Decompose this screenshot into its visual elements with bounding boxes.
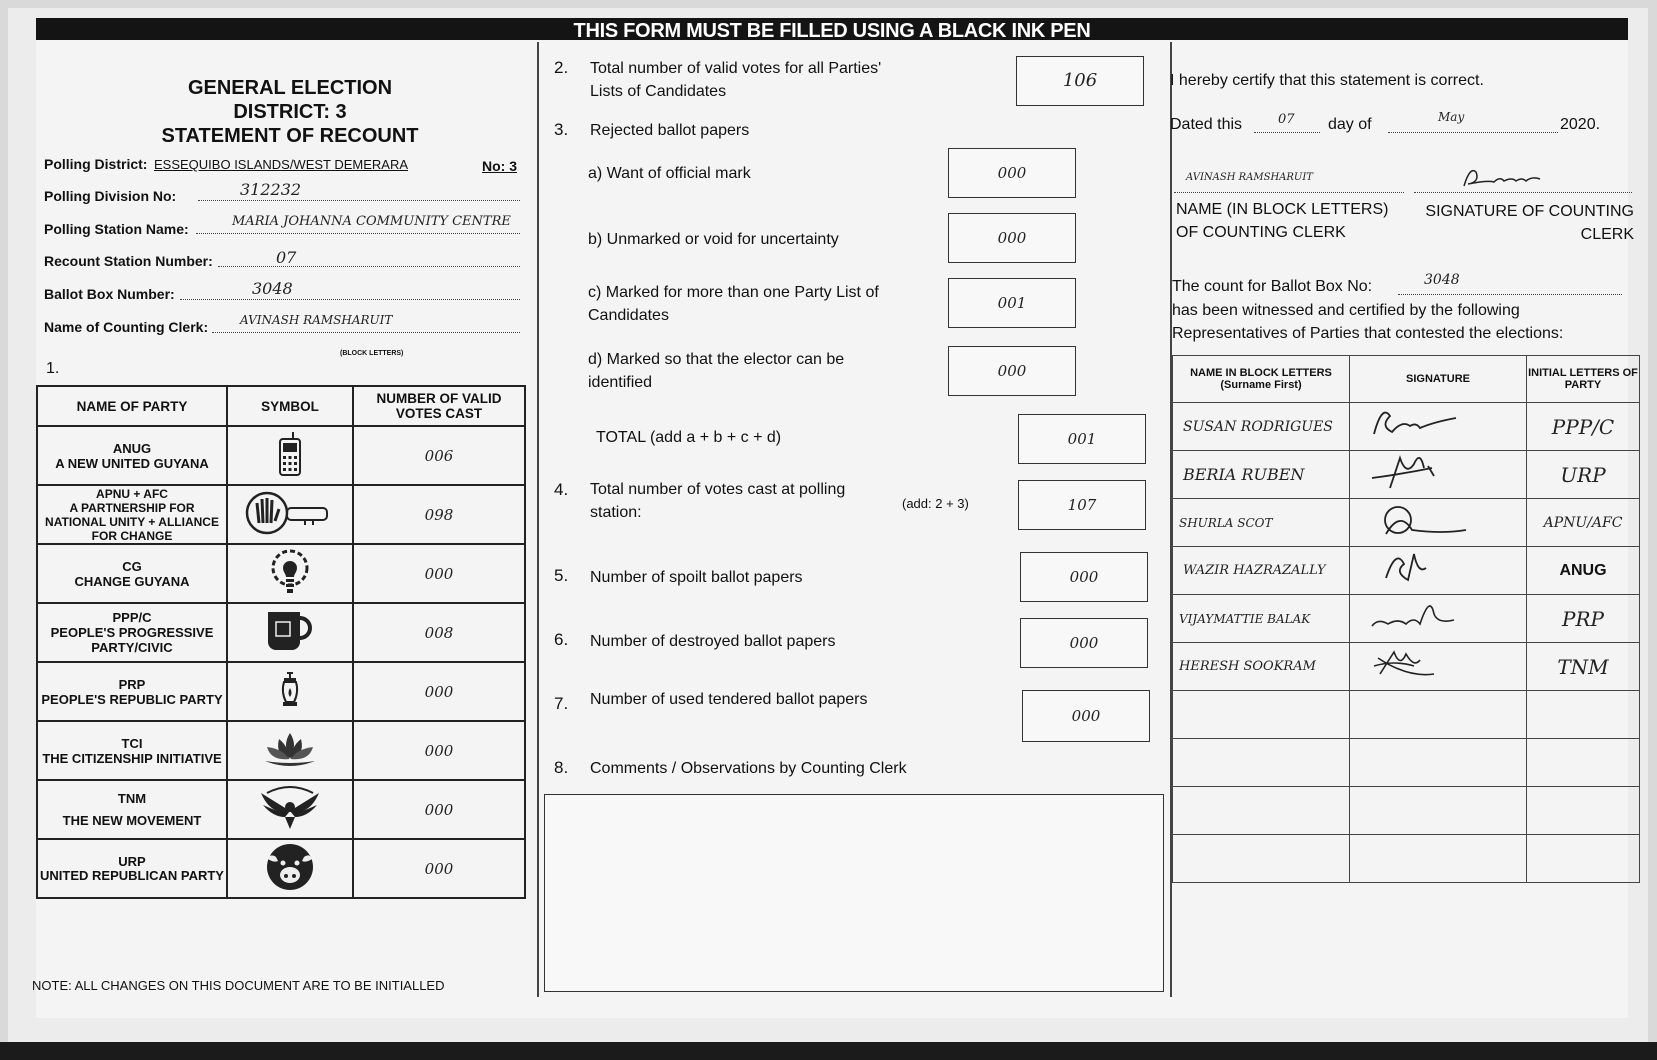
votes-cell: 000 [353, 839, 525, 898]
rep-header-signature: SIGNATURE [1350, 356, 1527, 403]
empty-cell [1527, 835, 1640, 883]
votes-cell: 008 [353, 603, 525, 662]
phone-icon [227, 426, 353, 485]
dotted-line [1254, 132, 1320, 133]
q4-number: 4. [554, 480, 569, 499]
rep-signature [1350, 451, 1527, 499]
votes-cell: 000 [353, 544, 525, 603]
rep-row-empty [1173, 835, 1640, 883]
party-abbr: CG [122, 558, 142, 574]
party-row [37, 662, 525, 721]
q4-text: Total number of votes cast at polling station: [590, 481, 846, 521]
header-symbol: SYMBOL [227, 386, 353, 426]
party-cell [37, 544, 227, 603]
party-row [37, 426, 525, 485]
cup-icon [227, 603, 353, 662]
q2-text: Total number of valid votes for all Parties' Lists of Candidates [590, 60, 882, 100]
ballot-box-value: 3048 [252, 279, 293, 298]
party-row [37, 780, 525, 839]
empty-cell [1350, 691, 1527, 739]
party-name: PEOPLE'S PROGRESSIVE PARTY/CIVIC [50, 625, 214, 655]
party-name: THE CITIZENSHIP INITIATIVE [42, 750, 222, 766]
party-name: CHANGE GUYANA [74, 573, 190, 589]
rep-row [1173, 547, 1640, 595]
rep-party: PPP/C [1527, 403, 1640, 451]
note-text: NOTE: ALL CHANGES ON THIS DOCUMENT ARE TO BE INITIALLED [32, 978, 445, 993]
polling-district-label: Polling District: [44, 156, 148, 172]
rep-party: PRP [1527, 595, 1640, 643]
recount-station-value: 07 [276, 248, 297, 267]
q3c-value: 001 [948, 278, 1076, 328]
title-line: STATEMENT OF RECOUNT [161, 125, 419, 147]
certify-text: I hereby certify that this statement is correct. [1170, 72, 1484, 89]
form-title [60, 76, 520, 148]
witness-text-1: has been witnessed and certified by the following [1172, 302, 1520, 319]
rep-name: SHURLA SCOT [1173, 499, 1350, 547]
party-abbr: PPP/C [112, 610, 152, 625]
q8-text: Comments / Observations by Counting Clerk [590, 760, 907, 777]
rep-signature [1350, 499, 1527, 547]
dotted-line [196, 233, 520, 234]
column-divider [537, 42, 539, 997]
party-cell [37, 603, 227, 662]
q4-add: (add: 2 + 3) [902, 496, 969, 511]
dotted-line [1398, 294, 1622, 295]
lotus-icon [227, 721, 353, 780]
rep-header-party: INITIAL LETTERS OF PARTY [1527, 356, 1640, 403]
party-abbr: TCI [121, 735, 143, 751]
party-cell [37, 426, 227, 485]
title-line: GENERAL ELECTION [187, 77, 393, 99]
total-value: 001 [1018, 414, 1146, 464]
empty-cell [1173, 739, 1350, 787]
polling-district-value: ESSEQUIBO ISLANDS/WEST DEMERARA [154, 157, 409, 172]
rep-party: TNM [1527, 643, 1640, 691]
rep-row [1173, 403, 1640, 451]
empty-cell [1350, 787, 1527, 835]
rep-row [1173, 451, 1640, 499]
rep-row [1173, 499, 1640, 547]
total-text: TOTAL (add a + b + c + d) [596, 429, 782, 446]
rep-name: WAZIR HAZRAZALLY [1173, 547, 1350, 595]
representatives-table [1172, 355, 1640, 883]
dotted-line [198, 200, 520, 201]
dated-year: 2020. [1560, 116, 1601, 133]
party-row [37, 603, 525, 662]
block-letters-note: (BLOCK LETTERS) [340, 350, 404, 357]
hand-key-icon [227, 485, 353, 544]
party-cell [37, 485, 227, 544]
polling-station-label: Polling Station Name: [44, 221, 189, 237]
q5-value: 000 [1020, 552, 1148, 602]
q3d-value: 000 [948, 346, 1076, 396]
clerk-signature [1460, 164, 1560, 199]
q7-value: 000 [1022, 690, 1150, 742]
rep-signature [1350, 643, 1527, 691]
q3b-text: b) Unmarked or void for uncertainty [588, 231, 839, 248]
q5-text: Number of spoilt ballot papers [590, 569, 803, 586]
empty-cell [1173, 787, 1350, 835]
q6-number: 6. [554, 630, 569, 649]
rep-row-empty [1173, 787, 1640, 835]
party-row [37, 485, 525, 544]
party-abbr: TNM [117, 790, 147, 806]
q3a-text: a) Want of official mark [588, 165, 751, 182]
clerk-signature-label: SIGNATURE OF COUNTING CLERK [1425, 203, 1634, 243]
party-row [37, 544, 525, 603]
clerk-value: AVINASH RAMSHARUIT [240, 313, 393, 327]
party-votes-table [36, 385, 526, 899]
dotted-line [212, 332, 520, 333]
party-row [37, 721, 525, 780]
dotted-line [1174, 192, 1404, 193]
q6-value: 000 [1020, 618, 1148, 668]
q6-text: Number of destroyed ballot papers [590, 633, 836, 650]
header-votes: NUMBER OF VALID VOTES CAST [353, 386, 525, 426]
q7-number: 7. [554, 694, 569, 713]
ballot-box-label: Ballot Box Number: [44, 286, 175, 302]
party-abbr: APNU + AFC [96, 486, 168, 501]
party-cell [37, 662, 227, 721]
party-abbr: PRP [118, 676, 146, 692]
clerk-name-handwritten: AVINASH RAMSHARUIT [1186, 172, 1313, 183]
rep-row [1173, 595, 1640, 643]
polling-division-label: Polling Division No: [44, 188, 177, 204]
rep-signature [1350, 403, 1527, 451]
rep-party: ANUG [1527, 547, 1640, 595]
party-name: A NEW UNITED GUYANA [55, 455, 209, 471]
count-label: The count for Ballot Box No: [1172, 278, 1373, 295]
party-name: PEOPLE'S REPUBLIC PARTY [41, 691, 223, 707]
empty-cell [1350, 739, 1527, 787]
header-party-name: NAME OF PARTY [37, 386, 227, 426]
votes-cell: 006 [353, 426, 525, 485]
clerk-label: Name of Counting Clerk: [44, 319, 209, 335]
votes-cell: 098 [353, 485, 525, 544]
empty-cell [1527, 787, 1640, 835]
district-no: No: 3 [482, 158, 517, 174]
witness-text-2: Representatives of Parties that contested the elections: [1172, 325, 1564, 342]
q4-value: 107 [1018, 480, 1146, 530]
q3d-text: d) Marked so that the elector can be identified [588, 351, 845, 391]
votes-cell: 000 [353, 662, 525, 721]
day-of-label: day of [1328, 116, 1372, 133]
q3c-text: c) Marked for more than one Party List of Candidates [588, 284, 879, 324]
rep-party: URP [1527, 451, 1640, 499]
dated-label: Dated this [1170, 116, 1243, 133]
empty-cell [1350, 835, 1527, 883]
title-line: DISTRICT: 3 [233, 101, 347, 123]
dotted-line [218, 266, 520, 267]
comments-box [544, 794, 1164, 992]
party-cell [37, 839, 227, 898]
lightbulb-icon [227, 544, 353, 603]
q2-number: 2. [554, 58, 569, 77]
rep-row-empty [1173, 739, 1640, 787]
rep-header-name: NAME IN BLOCK LETTERS (Surname First) [1173, 356, 1350, 403]
party-cell [37, 780, 227, 839]
party-name: THE NEW MOVEMENT [62, 812, 202, 828]
polling-station-value: MARIA JOHANNA COMMUNITY CENTRE [232, 214, 511, 229]
dated-month: May [1438, 110, 1465, 124]
rep-row-empty [1173, 691, 1640, 739]
votes-cell: 000 [353, 780, 525, 839]
empty-cell [1527, 691, 1640, 739]
q3-number: 3. [554, 120, 569, 139]
scan-edge [0, 1042, 1657, 1060]
rep-name: HERESH SOOKRAM [1173, 643, 1350, 691]
party-abbr: URP [118, 853, 146, 869]
q8-number: 8. [554, 758, 569, 777]
q2-value: 106 [1016, 56, 1144, 106]
q3a-value: 000 [948, 148, 1076, 198]
rep-name: VIJAYMATTIE BALAK [1173, 595, 1350, 643]
dated-day: 07 [1278, 112, 1295, 127]
party-row [37, 839, 525, 898]
cow-icon [227, 839, 353, 898]
dotted-line [1414, 192, 1632, 193]
party-name: A PARTNERSHIP FOR NATIONAL UNITY + ALLIANCE FOR CHANGE [45, 500, 219, 543]
rep-name: SUSAN RODRIGUES [1173, 403, 1350, 451]
party-name: UNITED REPUBLICAN PARTY [40, 867, 224, 883]
q3b-value: 000 [948, 213, 1076, 263]
dotted-line [1388, 132, 1558, 133]
form-banner: THIS FORM MUST BE FILLED USING A BLACK INK PEN [573, 20, 1091, 42]
party-cell [37, 721, 227, 780]
recount-station-label: Recount Station Number: [44, 253, 213, 269]
rep-row [1173, 643, 1640, 691]
section-number: 1. [46, 360, 60, 377]
polling-division-value: 312232 [240, 180, 302, 199]
rep-name: BERIA RUBEN [1173, 451, 1350, 499]
dated-line [1170, 110, 1610, 140]
q3-text: Rejected ballot papers [590, 122, 750, 139]
party-abbr: ANUG [112, 440, 152, 456]
count-value: 3048 [1424, 272, 1460, 288]
empty-cell [1173, 691, 1350, 739]
empty-cell [1173, 835, 1350, 883]
lantern-icon [227, 662, 353, 721]
rep-signature [1350, 547, 1527, 595]
q5-number: 5. [554, 566, 569, 585]
rep-party: APNU/AFC [1527, 499, 1640, 547]
empty-cell [1527, 739, 1640, 787]
clerk-name-label: NAME (IN BLOCK LETTERS) OF COUNTING CLERK [1176, 201, 1389, 241]
votes-cell: 000 [353, 721, 525, 780]
eagle-icon [227, 780, 353, 839]
dotted-line [180, 299, 520, 300]
q7-text: Number of used tendered ballot papers [590, 691, 868, 708]
rep-signature [1350, 595, 1527, 643]
